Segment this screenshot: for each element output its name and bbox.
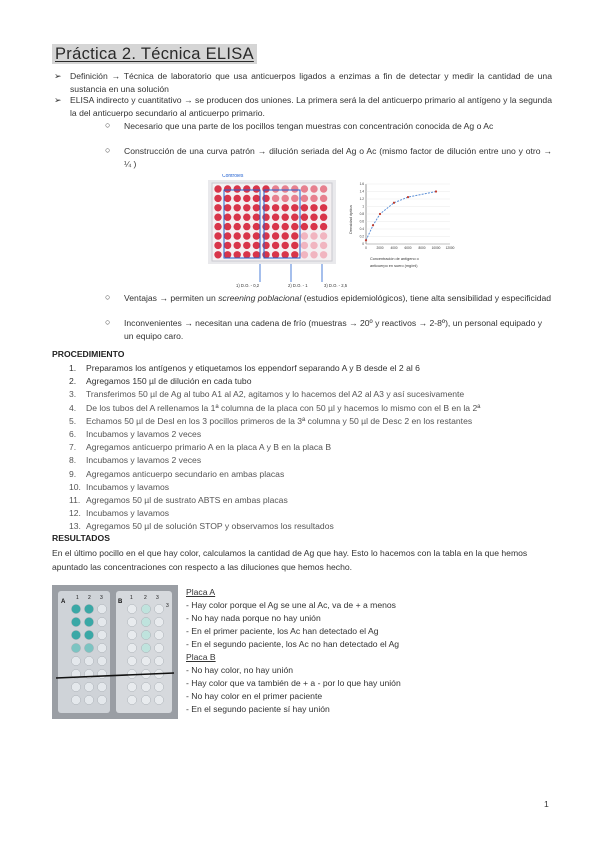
chart-xlabel-cont: anticuerpo en suero (mg/ml) — [370, 264, 418, 268]
photo-label-b1: 1 — [130, 595, 133, 601]
step-number: 13. — [69, 521, 81, 532]
x-tick-label: 2000 — [376, 246, 384, 250]
procedure-step — [69, 481, 559, 494]
arrow-bullet-icon: ➢ — [54, 71, 62, 81]
step-text: Agregamos 50 µl de solución STOP y observamos los resultados — [86, 521, 334, 532]
plate-well — [253, 204, 260, 211]
bullet-elisa-indirecto: ➢ ELISA indirecto y cuantitativo → se producen dos uniones. La primera será la del anticuerpo primario al antígeno y la segunda la del anticuerpo secundario al anticuerpo primario. — [54, 95, 552, 118]
step-text: De los tubos del A rellenamos la 1ª columna de la placa con 50 µl y hacemos lo mismo con el B en la 2ª — [86, 402, 481, 413]
resultados-heading: RESULTADOS — [52, 533, 110, 543]
photo-label-a1: 1 — [76, 595, 79, 601]
results-well — [127, 682, 136, 691]
y-tick-label: 0.2 — [359, 234, 364, 239]
procedure-step — [69, 415, 559, 428]
plate-well — [262, 242, 269, 249]
plate-well — [310, 223, 317, 230]
plate-well — [262, 251, 269, 258]
plate-well — [243, 223, 250, 230]
plate-well — [291, 204, 298, 211]
data-point — [407, 196, 409, 198]
results-well — [97, 669, 106, 678]
bullet-definition: ➢ Definición → Técnica de laboratorio que usa anticuerpos ligados a enzimas a fin de detectar y medir la cantidad de una sustancia en una solución — [54, 71, 552, 94]
data-point — [393, 202, 395, 204]
plate-well — [320, 251, 327, 258]
elisa-figure-graphic — [200, 174, 470, 292]
y-tick-label: 1 — [362, 204, 364, 209]
step-number: 9. — [69, 468, 77, 479]
step-number: 2. — [69, 376, 77, 387]
standard-curve-chart — [348, 182, 455, 268]
plate-well — [301, 204, 308, 211]
plate-label: Controles — [222, 174, 244, 179]
x-tick-label: 4000 — [390, 246, 398, 250]
mark-label-3: 3) D.O. - 2,5 — [324, 283, 348, 288]
procedimiento-list — [69, 362, 559, 534]
plate-well — [291, 185, 298, 192]
plate-body — [212, 183, 332, 261]
y-tick-label: 0.8 — [359, 212, 364, 217]
step-number: 8. — [69, 455, 77, 466]
plate-well — [262, 185, 269, 192]
x-tick-label: 12000 — [445, 246, 455, 250]
plate-well — [224, 251, 231, 258]
photo-label-b2: 2 — [144, 595, 147, 601]
step-number: 5. — [69, 415, 77, 426]
plate-well — [224, 242, 231, 249]
plate-well — [272, 195, 279, 202]
procedure-step — [69, 468, 559, 481]
plate-well — [224, 195, 231, 202]
plate-well — [234, 232, 241, 239]
plate-well — [214, 185, 221, 192]
placa-b-line: - No hay color, no hay unión — [186, 665, 294, 675]
plate-well — [320, 195, 327, 202]
step-text: Incubamos y lavamos — [86, 508, 170, 519]
plate-well — [243, 185, 250, 192]
y-tick-label: 1.4 — [359, 189, 364, 194]
step-text: Echamos 50 µl de Desl en los 3 pocillos primeros de la 3ª columna y 50 µl de Desc 2 en los restantes — [86, 415, 473, 426]
plate-well — [214, 223, 221, 230]
results-well — [127, 643, 136, 652]
placa-a-line: - No hay nada porque no hay unión — [186, 613, 321, 623]
results-well — [127, 695, 136, 704]
results-well — [141, 656, 150, 665]
x-tick-label: 10000 — [431, 246, 441, 250]
placa-b-line: - Hay color que va también de + a - por lo que hay unión — [186, 678, 401, 688]
plate-well — [253, 195, 260, 202]
step-number: 10. — [69, 481, 81, 492]
results-photo — [52, 585, 178, 719]
x-tick-label: 6000 — [404, 246, 412, 250]
plate-well — [214, 204, 221, 211]
plate-well — [320, 232, 327, 239]
results-well — [141, 604, 150, 613]
plate-well — [301, 185, 308, 192]
results-well — [127, 630, 136, 639]
results-well — [154, 617, 163, 626]
plate-well — [291, 214, 298, 221]
chart-ylabel: Densidad óptica — [348, 205, 353, 234]
data-point — [365, 239, 367, 241]
step-number: 7. — [69, 442, 77, 453]
placa-b-line: - No hay color en el primer paciente — [186, 691, 323, 701]
plate-well — [234, 185, 241, 192]
results-well — [141, 617, 150, 626]
plate-well — [320, 185, 327, 192]
plate-well — [282, 242, 289, 249]
results-well — [84, 695, 93, 704]
results-well — [154, 630, 163, 639]
results-photo-graphic — [52, 585, 178, 719]
plate-well — [262, 204, 269, 211]
results-well — [71, 643, 80, 652]
x-tick-label: 8000 — [418, 246, 426, 250]
plate-well — [282, 232, 289, 239]
plate-well — [291, 223, 298, 230]
results-well — [141, 695, 150, 704]
page-number: 1 — [544, 799, 549, 809]
circle-bullet-icon: ○ — [105, 120, 111, 130]
plate-well — [310, 195, 317, 202]
plate-well — [301, 195, 308, 202]
procedure-step — [69, 428, 559, 441]
plate-well — [310, 214, 317, 221]
plate-well — [262, 223, 269, 230]
plate-well — [301, 214, 308, 221]
results-well — [127, 604, 136, 613]
procedure-step — [69, 375, 559, 388]
plate-well — [224, 204, 231, 211]
plate-well — [310, 251, 317, 258]
sub-bullet-ventajas: ○ Ventajas → permiten un screening poblacional (estudios epidemiológicos), tiene alta sensibilidad y especificidad — [105, 292, 552, 303]
procedure-step — [69, 507, 559, 520]
plate-well — [243, 242, 250, 249]
sub-bullet-muestras: ○ Necesario que una parte de los pocillos tengan muestras con concentración conocida de Ag o Ac — [105, 120, 494, 131]
plate-well — [310, 242, 317, 249]
results-well — [154, 695, 163, 704]
results-well — [97, 656, 106, 665]
photo-label-b3: 3 — [156, 595, 159, 601]
results-well — [154, 643, 163, 652]
sub-bullet-curva-patron: ○ Construcción de una curva patrón → dilución seriada del Ag o Ac (mismo factor de dilución entre uno y otro → ¼ ) — [105, 145, 552, 169]
results-well — [71, 604, 80, 613]
procedure-step — [69, 402, 559, 415]
plate-well — [320, 214, 327, 221]
results-well — [84, 656, 93, 665]
plate-well — [272, 232, 279, 239]
plate-well — [291, 232, 298, 239]
y-tick-label: 0.4 — [359, 227, 364, 232]
step-number: 11. — [69, 495, 81, 506]
chart-xlabel: Concentración de antígeno o — [370, 257, 419, 261]
results-well — [97, 643, 106, 652]
plate-well — [282, 214, 289, 221]
plate-well — [234, 251, 241, 258]
placa-a-title: Placa A — [186, 587, 216, 597]
placa-a-line: - En el segundo paciente, los Ac no han detectado el Ag — [186, 639, 400, 649]
photo-label-b: B — [118, 599, 123, 605]
plate-well — [320, 242, 327, 249]
plate-well — [253, 214, 260, 221]
results-well — [71, 682, 80, 691]
plate-well — [253, 251, 260, 258]
plate-well — [253, 185, 260, 192]
plate-well — [272, 204, 279, 211]
step-number: 12. — [69, 508, 81, 519]
results-well — [71, 695, 80, 704]
step-text: Preparamos los antígenos y etiquetamos los eppendorf separando A y B desde el 2 al 6 — [86, 363, 420, 373]
results-well — [154, 656, 163, 665]
plate-well — [320, 204, 327, 211]
step-number: 6. — [69, 429, 77, 440]
results-well — [141, 643, 150, 652]
plate-well — [301, 242, 308, 249]
placa-b-line: - En el segundo paciente sí hay unión — [186, 704, 330, 714]
step-number: 4. — [69, 402, 77, 413]
plate-well — [234, 223, 241, 230]
plate-well — [234, 204, 241, 211]
plate-well — [214, 214, 221, 221]
step-number: 1. — [69, 363, 77, 373]
plate-well — [262, 195, 269, 202]
y-tick-label: 0 — [362, 242, 364, 247]
plate-well — [272, 242, 279, 249]
step-text: Agregamos 150 µl de dilución en cada tubo — [86, 376, 252, 387]
plate-well — [272, 214, 279, 221]
y-tick-label: 1.2 — [359, 197, 364, 202]
results-well — [71, 630, 80, 639]
procedure-step — [69, 441, 559, 454]
y-tick-label: 0.6 — [359, 219, 364, 224]
plate-well — [243, 195, 250, 202]
procedure-step — [69, 454, 559, 467]
plate-well — [291, 195, 298, 202]
plate-well — [253, 242, 260, 249]
plate-well — [224, 185, 231, 192]
circle-bullet-icon: ○ — [105, 145, 111, 155]
sub-bullet-inconvenientes: ○ Inconvenientes → necesitan una cadena de frío (muestras → 20º y reactivos → 2-8º), un personal equipado y un equipo caro. — [105, 317, 543, 341]
plate-well — [320, 223, 327, 230]
plate-well — [234, 242, 241, 249]
plate-well — [301, 223, 308, 230]
elisa-figure — [200, 174, 470, 292]
plate-well — [214, 232, 221, 239]
page-title: Práctica 2. Técnica ELISA — [52, 44, 257, 64]
photo-label-b3-side: 3 — [166, 603, 169, 609]
procedure-step — [69, 494, 559, 507]
plate-well — [282, 185, 289, 192]
plate-well — [272, 251, 279, 258]
x-tick-label: 0 — [365, 246, 367, 250]
step-text: Agregamos anticuerpo primario A en la placa A y B en la placa B — [86, 442, 332, 453]
arrow-bullet-icon: ➢ — [54, 95, 62, 105]
resultados-text: En el último pocillo en el que hay color, calculamos la cantidad de Ag que hay. Esto lo hacemos con la tabla en la que hemos apuntado las concentraciones con respecto a las diluciones que hemos hecho. — [52, 548, 528, 572]
placa-b-title: Placa B — [186, 652, 216, 662]
step-text: Agregamos anticuerpo secundario en ambas placas — [86, 468, 285, 479]
results-well — [84, 630, 93, 639]
results-well — [141, 630, 150, 639]
plate-well — [272, 223, 279, 230]
results-well — [97, 682, 106, 691]
plate-well — [234, 195, 241, 202]
results-well — [97, 604, 106, 613]
plate-well — [243, 214, 250, 221]
results-well — [97, 630, 106, 639]
step-number: 3. — [69, 389, 77, 400]
plate-well — [224, 223, 231, 230]
results-well — [84, 682, 93, 691]
mark-label-2: 2) D.O. - 1 — [288, 283, 308, 288]
results-well — [71, 617, 80, 626]
plate-well — [224, 232, 231, 239]
plate-well — [301, 232, 308, 239]
placas-notes — [186, 586, 486, 716]
step-text: Incubamos y lavamos 2 veces — [86, 455, 202, 466]
plate-well — [262, 214, 269, 221]
procedimiento-heading: PROCEDIMIENTO — [52, 349, 125, 359]
step-text: Incubamos y lavamos 2 veces — [86, 429, 202, 440]
plate-well — [234, 214, 241, 221]
plate-well — [310, 185, 317, 192]
plate-well — [214, 251, 221, 258]
plate-well — [291, 242, 298, 249]
circle-bullet-icon: ○ — [105, 292, 111, 302]
procedure-step — [69, 362, 559, 375]
results-well — [84, 617, 93, 626]
plate-well — [301, 251, 308, 258]
plate-well — [224, 214, 231, 221]
photo-label-a3: 3 — [100, 595, 103, 601]
results-well — [84, 604, 93, 613]
data-point — [435, 190, 437, 192]
results-well — [97, 617, 106, 626]
placa-a-line: - Hay color porque el Ag se une al Ac, va de + a menos — [186, 600, 396, 610]
plate-well — [214, 195, 221, 202]
data-point — [379, 213, 381, 215]
photo-label-a: A — [61, 599, 66, 605]
circle-bullet-icon: ○ — [105, 317, 111, 327]
plate-well — [243, 251, 250, 258]
plate-well — [282, 204, 289, 211]
plate-well — [310, 204, 317, 211]
plate-well — [310, 232, 317, 239]
y-tick-label: 1.6 — [359, 182, 364, 187]
plate-well — [253, 223, 260, 230]
results-well — [154, 604, 163, 613]
placa-a-line: - En el primer paciente, los Ac han detectado el Ag — [186, 626, 379, 636]
plate-well — [214, 242, 221, 249]
plate-well — [253, 232, 260, 239]
plate-well — [243, 204, 250, 211]
data-point — [372, 224, 374, 226]
procedure-step — [69, 520, 559, 533]
results-well — [97, 695, 106, 704]
procedure-step — [69, 388, 559, 401]
results-well — [141, 682, 150, 691]
photo-label-a2: 2 — [88, 595, 91, 601]
mark-label-1: 1) D.O. - 0,2 — [236, 283, 260, 288]
results-well — [84, 643, 93, 652]
results-well — [127, 656, 136, 665]
results-well — [154, 682, 163, 691]
plate-well — [243, 232, 250, 239]
plate-well — [291, 251, 298, 258]
results-well — [71, 656, 80, 665]
plate-well — [262, 232, 269, 239]
plate-well — [282, 223, 289, 230]
plate-well — [282, 251, 289, 258]
step-text: Transferimos 50 µl de Ag al tubo A1 al A2, agitamos y lo hacemos del A2 al A3 y así sucesivamente — [86, 389, 465, 400]
results-well — [127, 617, 136, 626]
plate-well — [272, 185, 279, 192]
step-text: Agregamos 50 µl de sustrato ABTS en ambas placas — [86, 495, 288, 506]
step-text: Incubamos y lavamos — [86, 481, 170, 492]
plate-well — [282, 195, 289, 202]
